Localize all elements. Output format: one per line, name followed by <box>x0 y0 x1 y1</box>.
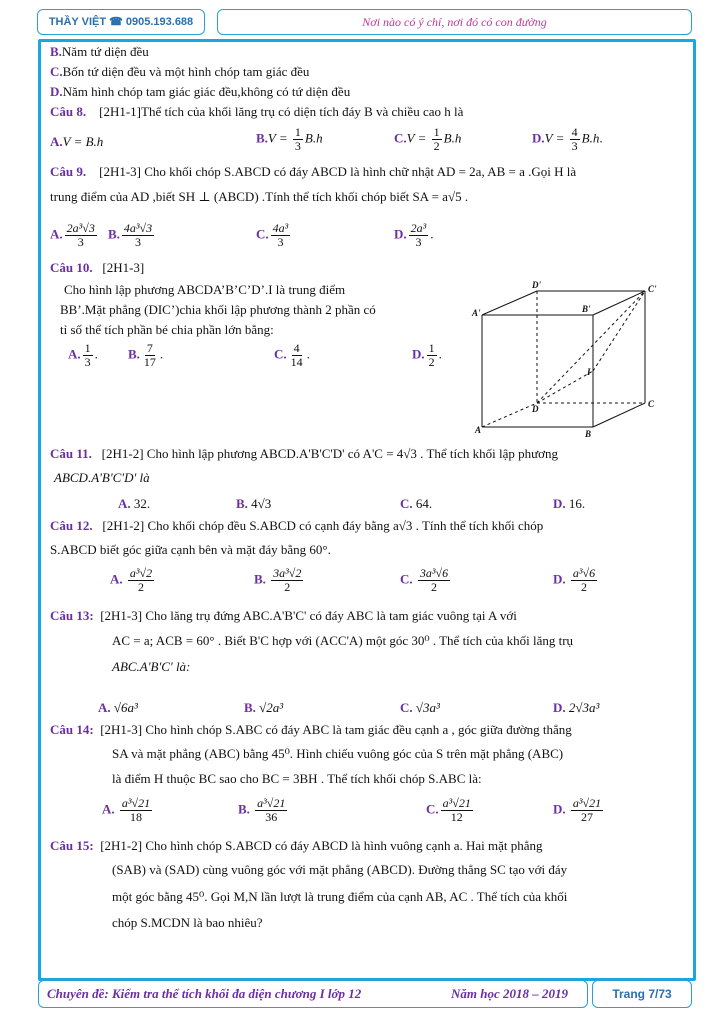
q14-option-c: C. $\frac{\text{a³√21}}{12}$ <box>426 796 471 824</box>
label-a: A <box>475 425 482 435</box>
q14-stem-1 <box>50 722 572 738</box>
question-label: Câu 12. <box>50 518 93 533</box>
q10-option-b: B. $\frac{7}{17}$ . <box>128 341 164 369</box>
label-i: I <box>587 367 591 377</box>
q12-option-b: B. $\frac{\text{3a³√2}}{2}$ <box>254 566 302 594</box>
q12-option-c: C. $\frac{\text{3a³√6}}{2}$ <box>400 566 449 594</box>
q11-option-d: D. 16. <box>553 496 586 511</box>
q13-option-d: D. 2√3a³ <box>553 700 600 715</box>
q12-stem-2: S.ABCD biết góc giữa cạnh bên và mặt đáy bằng 60°. <box>50 542 331 557</box>
q9-option-d: D. $\frac{\text{2a³}}{3}$ . <box>394 221 434 249</box>
q13-stem-2: AC = a; ACB = 60° . Biết B'C hợp với (ACC'A) một góc 30⁰ . Thể tích của khối lăng trụ <box>112 633 574 648</box>
footer-topic <box>38 980 588 1008</box>
question-label: Câu 8. <box>50 104 87 119</box>
q11-stem-2: ABCD.A'B'C'D' là <box>54 470 150 485</box>
question-text: [2H1-1]Thể tích của khối lăng trụ có diện tích đáy B và chiều cao h là <box>99 104 464 119</box>
q14-stem-3: là điểm H thuộc BC sao cho BC = 3BH . Thể tích khối chóp S.ABC là: <box>112 771 482 786</box>
question-label: Câu 9. <box>50 164 87 179</box>
segment-dc1 <box>537 291 645 403</box>
q11-stem-1 <box>50 446 558 462</box>
q11-option-c: C. 64. <box>400 496 433 511</box>
option-text: Bốn tứ diện đều và một hình chóp tam giác đều <box>62 64 310 79</box>
question-text: [2H1-2] Cho hình chóp S.ABCD có đáy ABCD là hình vuông cạnh a. Hai mặt phẳng <box>100 838 543 853</box>
label-b1: B' <box>582 304 591 314</box>
question-text: [2H1-2] Cho hình lập phương ABCD.A'B'C'D' có A'C = 4√3 . Thể tích khối lập phương <box>101 446 559 461</box>
label-c: C <box>648 399 655 409</box>
q9-option-c: C. $\frac{\text{4a³}}{3}$ <box>256 221 289 249</box>
question-text: [2H1-3] Cho hình chóp S.ABC có đáy ABC là tam giác đều cạnh a , góc giữa đường thẳng <box>100 722 572 737</box>
question-label: Câu 14: <box>50 722 94 737</box>
q10-stem-1: Cho hình lập phương ABCDA’B’C’D’.I là trung điểm <box>64 282 346 297</box>
q15-stem-3: một góc bằng 45⁰. Gọi M,N lần lượt là trung điểm của cạnh AB, AC . Thể tích của khối <box>112 889 568 904</box>
option-text: Năm hình chóp tam giác giác đều,không có tứ diện đều <box>62 84 351 99</box>
footer-year: Năm học 2018 – 2019 <box>451 986 568 1001</box>
q10-option-d: D. $\frac{1}{2}$ . <box>412 341 442 369</box>
q12-option-a: A. $\frac{\text{a³√2}}{2}$ <box>110 566 153 594</box>
q10-stem-2: BB’.Mặt phẳng (DIC’)chia khối lập phương thành 2 phần có <box>60 302 376 317</box>
q12-option-d: D. $\frac{\text{a³√6}}{2}$ <box>553 566 596 594</box>
option-label: D. <box>50 84 63 99</box>
question-text: [2H1-2] Cho khối chóp đều S.ABCD có cạnh đáy bằng a√3 . Tính thể tích khối chóp <box>102 518 544 533</box>
edge-b1c1 <box>593 291 645 315</box>
q9-stem-2: trung điểm của AD ,biết SH ⊥ (ABCD) .Tính thể tích khối chóp biết SA = a√5 . <box>50 189 469 204</box>
q8-option-d: D.V = $\frac{4}{3}$ B.h. <box>532 125 603 153</box>
q8-option-a: A.V = B.h <box>50 134 104 149</box>
q8-option-c: C.V = $\frac{1}{2}$ B.h <box>394 125 462 153</box>
label-d1: D' <box>532 280 541 290</box>
question-label: Câu 15: <box>50 838 94 853</box>
q14-stem-2: SA và mặt phẳng (ABC) bằng 45⁰. Hình chiếu vuông góc của S trên mặt phẳng (ABC) <box>112 746 564 761</box>
question-label: Câu 13: <box>50 608 94 623</box>
q10-option-c: C. $\frac{4}{14}$ . <box>274 341 310 369</box>
q11-option-a: A. 32. <box>118 496 151 511</box>
q13-option-b: B. √2a³ <box>244 700 284 715</box>
q9-option-a: A. $\frac{\text{2a³√3}}{3}$ <box>50 221 95 249</box>
option-b-line <box>50 44 149 60</box>
question-label: Câu 11. <box>50 446 92 461</box>
option-d-line <box>50 84 350 100</box>
q8-option-b: B.V = $\frac{1}{3}$ B.h <box>256 125 323 153</box>
q15-stem-4: chóp S.MCDN là bao nhiêu? <box>112 915 263 930</box>
footer-page-number: Trang 7/73 <box>592 980 692 1008</box>
q13-stem-3: ABC.A'B'C' là: <box>112 659 191 674</box>
option-text: Năm tứ diện đều <box>61 44 149 59</box>
question-tag: [2H1-3] <box>102 260 145 275</box>
q14-option-a: A. $\frac{\text{a³√21}}{18}$ <box>102 796 151 824</box>
edge-bc <box>593 403 645 427</box>
label-a1: A' <box>472 308 481 318</box>
q12-stem-1 <box>50 518 543 534</box>
q14-option-d: D. $\frac{\text{a³√21}}{27}$ <box>553 796 602 824</box>
q13-option-a: A. √6a³ <box>98 700 138 715</box>
q13-option-c: C. √3a³ <box>400 700 440 715</box>
header-motto: Nơi nào có ý chí, nơi đó có con đường <box>217 9 692 35</box>
q10-stem-3: tỉ số thể tích phần bé chia phần lớn bằng: <box>60 322 274 337</box>
cube-diagram <box>470 280 670 440</box>
option-label: C. <box>50 64 63 79</box>
q14-option-b: B. $\frac{\text{a³√21}}{36}$ <box>238 796 286 824</box>
footer-title: Chuyên đề: Kiểm tra thể tích khối đa diện chương I lớp 12 <box>47 986 362 1001</box>
label-d: D <box>532 404 539 414</box>
question-label: Câu 10. <box>50 260 93 275</box>
label-c1: C' <box>648 284 657 294</box>
q15-stem-1 <box>50 838 543 854</box>
header-teacher-contact: THẦY VIỆT ☎ 0905.193.688 <box>37 9 205 35</box>
question-text: [2H1-3] Cho khối chóp S.ABCD có đáy ABCD là hình chữ nhật AD = 2a, AB = a .Gọi H là <box>99 164 577 179</box>
label-b: B <box>585 429 592 439</box>
segment-di <box>537 371 593 403</box>
question-text: [2H1-3] Cho lăng trụ đứng ABC.A'B'C' có đáy ABC là tam giác vuông tại A với <box>100 608 517 623</box>
option-label: B. <box>50 44 62 59</box>
q9-option-b: B. $\frac{\text{4a³√3}}{3}$ <box>108 221 153 249</box>
q11-option-b: B. 4√3 <box>236 496 272 511</box>
edge-ad <box>482 403 537 427</box>
q10-header <box>50 260 144 276</box>
q10-option-a: A. $\frac{1}{3}$ . <box>68 341 98 369</box>
q13-stem-1 <box>50 608 517 624</box>
q9-stem-1 <box>50 164 576 180</box>
option-c-line <box>50 64 309 80</box>
q15-stem-2: (SAB) và (SAD) cùng vuông góc với mặt phẳng (ABCD). Đường thẳng SC tạo với đáy <box>112 862 568 877</box>
q8-stem <box>50 104 463 120</box>
edge-a1d1 <box>482 291 537 315</box>
